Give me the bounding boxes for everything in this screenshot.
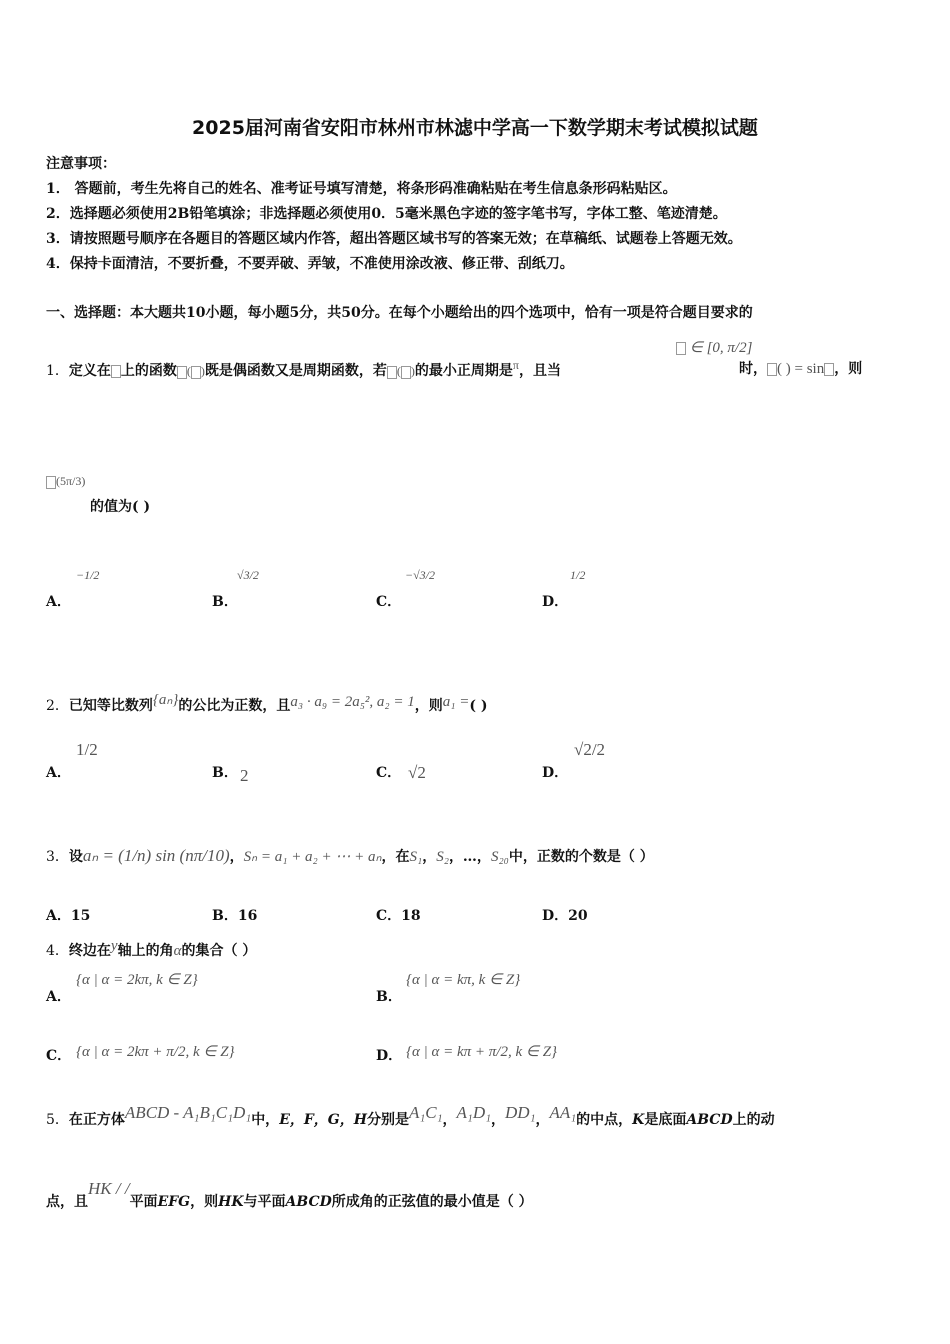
- option-value: {α | α = 2kπ, k ∈ Z}: [76, 972, 198, 988]
- option-value: 1/2: [76, 740, 98, 759]
- option-label: B．: [212, 765, 238, 781]
- section-heading: 一、选择题：本大题共10小题，每小题5分，共50分。在每个小题给出的四个选项中，恰有一项是符合题目要求的: [46, 305, 753, 321]
- option-label: A．: [46, 989, 71, 1005]
- math-inline: {aₙ}: [152, 692, 179, 708]
- question-5-line-1: 5．在正方体ABCD - A₁B₁C₁D₁中，E，F，G，H分别是A₁C₁，A₁D₁，DD₁，AA₁的中点，K是底面ABCD上的动: [46, 1103, 775, 1128]
- question-number: 4．: [46, 943, 69, 959]
- notice-heading: 注意事项：: [46, 156, 116, 172]
- option-q3-d: D．20: [542, 908, 588, 924]
- option-value: {α | α = kπ, k ∈ Z}: [406, 972, 521, 988]
- math-pi: π: [512, 358, 519, 372]
- math-inline: AA₁: [549, 1103, 577, 1122]
- question-4: 4．终边在y轴上的角α的集合（ ）: [46, 938, 257, 959]
- option-value: {α | α = kπ + π/2, k ∈ Z}: [406, 1044, 558, 1060]
- option-label: C．: [376, 594, 402, 610]
- option-value: −√3/2: [405, 568, 436, 582]
- option-value: √2/2: [574, 740, 606, 759]
- math-inline: y: [110, 938, 118, 954]
- question-number: 1．: [46, 363, 69, 379]
- question-number: 2．: [46, 698, 69, 714]
- question-5-line-2: 点，且HK / /平面EFG，则HK与平面ABCD所成角的正弦值的最小值是（ ）: [46, 1179, 533, 1210]
- option-label: B．: [376, 989, 402, 1005]
- option-value: 2: [240, 766, 249, 785]
- notice-item: 4．保持卡面清洁，不要折叠，不要弄破、弄皱，不准使用涂改液、修正带、刮纸刀。: [46, 256, 574, 272]
- question-1-line-2: 的值为( ): [90, 499, 151, 515]
- math-inline: ABCD - A₁B₁C₁D₁: [124, 1103, 252, 1122]
- option-label: D．: [542, 765, 569, 781]
- option-label: C．: [376, 765, 402, 781]
- math-inline: ( ): [177, 364, 205, 378]
- option-label: B．: [212, 594, 238, 610]
- option-q3-b: B．16: [212, 908, 258, 924]
- notice-item: 3．请按照题号顺序在各题目的答题区域内作答，超出答题区域书写的答案无效；在草稿纸、试题卷上答题无效。: [46, 231, 742, 247]
- math-inline: S₁: [409, 849, 423, 865]
- question-2: 2．已知等比数列{aₙ}的公比为正数，且a₃ · a₉ = 2a₅², a₂ = 1，则a₁ =( ): [46, 692, 488, 714]
- math-inline: A₁C₁: [408, 1103, 443, 1122]
- math-inline: α: [173, 943, 182, 959]
- math-inline: A₁D₁: [456, 1103, 492, 1122]
- option-value: {α | α = 2kπ + π/2, k ∈ Z}: [76, 1044, 235, 1060]
- question-number: 3．: [46, 849, 69, 865]
- notice-item: 1． 答题前，考生先将自己的姓名、准考证号填写清楚，将条形码准确粘贴在考生信息条形码粘贴区。: [46, 181, 677, 197]
- option-value: √3/2: [237, 568, 259, 582]
- option-label: D．: [542, 594, 569, 610]
- math-condition: ∈ [0, π/2]: [676, 338, 752, 357]
- question-1-line-1b: 时， ( ) = sin ，则: [739, 361, 863, 377]
- question-1-line-1: 1．定义在 上的函数 ( )既是偶函数又是周期函数，若 ( )的最小正周期是π，且当: [46, 358, 561, 379]
- notice-item: 2．选择题必须使用2B铅笔填涂；非选择题必须使用0．5毫米黑色字迹的签字笔书写，字体工整、笔迹清楚。: [46, 206, 727, 222]
- math-inline: a₁ =: [442, 694, 470, 710]
- option-label: A．: [46, 765, 71, 781]
- option-label: D．: [376, 1048, 403, 1064]
- math-inline: ( ) = sin: [767, 361, 834, 377]
- math-inline: a₃ · a₉ = 2a₅², a₂ = 1: [290, 694, 415, 710]
- missing-glyph-icon: [111, 365, 121, 378]
- math-inline: S₂₀: [490, 849, 509, 865]
- option-value: √2: [408, 763, 426, 782]
- math-inline: aₙ = (1/n) sin (nπ/10): [82, 846, 230, 865]
- math-inline: DD₁: [505, 1103, 536, 1122]
- option-label: C．: [46, 1048, 72, 1064]
- option-value: 1/2: [570, 568, 586, 582]
- option-q3-c: C．18: [376, 908, 421, 924]
- math-inline: Sₙ = a₁ + a₂ + ⋯ + aₙ: [243, 849, 382, 865]
- option-value: −1/2: [76, 568, 100, 582]
- math-inline: ( ): [387, 364, 415, 378]
- math-argument: (5π/3): [46, 474, 85, 489]
- question-number: 5．: [46, 1112, 69, 1128]
- math-inline: S₂: [436, 849, 449, 865]
- page-title: 2025届河南省安阳市林州市林滤中学高一下数学期末考试模拟试题: [192, 117, 758, 139]
- math-inline: HK / /: [88, 1179, 130, 1198]
- option-label: A．: [46, 594, 71, 610]
- option-q3-a: A．15: [46, 908, 91, 924]
- question-3: 3．设aₙ = (1/n) sin (nπ/10)，Sₙ = a₁ + a₂ + ⋯ + aₙ，在S₁，S₂，…，S₂₀中，正数的个数是（ ）: [46, 846, 654, 865]
